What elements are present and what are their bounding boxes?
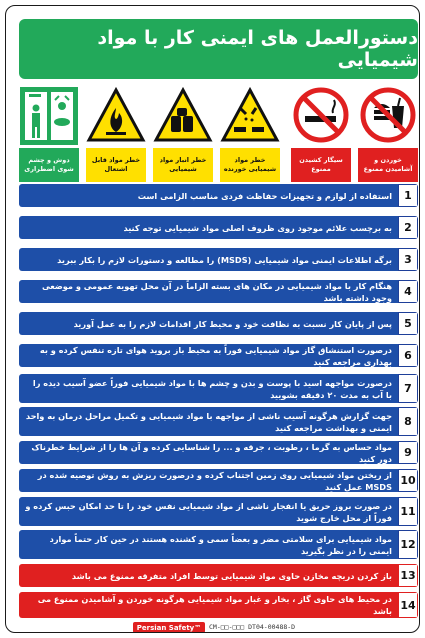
brand-label: Persian Safety™ [133, 622, 205, 633]
rule-row [19, 216, 418, 239]
chemical-storage-hazard-icon [153, 86, 213, 146]
emergency-shower-eyewash-icon [19, 86, 79, 146]
rule-row [19, 441, 418, 464]
rule-number: 9 [398, 441, 418, 464]
rule-row [19, 374, 418, 403]
rule-number: 5 [398, 312, 418, 335]
rule-number: 4 [398, 280, 418, 303]
flammable-hazard-icon [86, 86, 146, 146]
sign-no-smoking [291, 86, 351, 182]
sign-caption: خطر مواد قابل اشتعال [86, 148, 146, 182]
rule-text: درصورت استنشاق گاز مواد شیمیایی فوراً به محیط باز بروید هوای تازه تنفس کرده و به بهداری مراجعه کنید [19, 344, 398, 367]
rule-text: باز کردن دریچه مخازن حاوی مواد شیمیایی توسط افراد متفرقه ممنوع می باشد [19, 564, 398, 587]
rule-text: درصورت مواجهه اسید با پوست و بدن و چشم ها با مواد شیمیایی فوراً عضو آسیب دیده را با آب به مدت ۲۰ دقیقه بشویید [19, 374, 398, 403]
rule-number: 3 [398, 248, 418, 271]
rule-number: 7 [398, 374, 418, 403]
sign-corrosive [220, 86, 280, 182]
sign-caption: خطر انبار مواد شیمیایی [153, 148, 213, 182]
corrosive-hazard-icon [220, 86, 280, 146]
rule-text: در محیط های حاوی گاز ، بخار و غبار مواد شیمیایی هرگونه خوردن و آشامیدن ممنوع می باشد [19, 592, 398, 618]
rule-row [19, 407, 418, 436]
sign-emergency-shower [19, 86, 79, 182]
rule-text: جهت گزارش هرگونه آسیب ناشی از مواجهه با مواد شیمیایی و تکمیل مراحل درمان به واحد ایمنی و بهداشت مراجعه کنید [19, 407, 398, 436]
rule-row-prohibition [19, 592, 418, 618]
rule-row [19, 469, 418, 492]
rule-text: استفاده از لوازم و تجهیزات حفاظت فردی مناسب الزامی است [19, 184, 398, 207]
rule-row [19, 184, 418, 207]
rule-number: 11 [398, 497, 418, 526]
sign-no-eating-drinking [358, 86, 418, 182]
rule-text: مواد حساس به گرما ، رطوبت ، جرقه و ... را شناسایی کرده و آن ها را از شرایط خطرناک دور کنید [19, 441, 398, 464]
rule-text: برگه اطلاعات ایمنی مواد شیمیایی (MSDS) را مطالعه و دستورات لازم را بکار ببرید [19, 248, 398, 271]
rule-text: از ریختن مواد شیمیایی روی زمین اجتناب کرده و درصورت ریزش به روش توصیه شده در MSDS عمل کنید [19, 469, 398, 492]
sign-caption: خوردن و آشامیدن ممنوع [358, 148, 418, 182]
rule-row [19, 344, 418, 367]
rule-row [19, 530, 418, 559]
rule-text: به برچسب علائم موجود روی ظروف اصلی مواد شیمیایی توجه کنید [19, 216, 398, 239]
rule-text: در صورت بروز حریق یا انفجار ناشی از مواد شیمیایی نفس خود را تا حد امکان حبس کرده و فوراً از محل خارج شوید [19, 497, 398, 526]
rule-text: پس از پایان کار نسبت به نظافت خود و محیط کار اقدامات لازم را به عمل آورید [19, 312, 398, 335]
sign-caption: خطر مواد شیمیایی خورنده [220, 148, 280, 182]
rule-text: هنگام کار با مواد شیمیایی در مکان های بسته الزاماً در آن محل تهویه عمومی و موضعی وجود داشته باشد [19, 280, 398, 303]
rule-row [19, 497, 418, 526]
rule-number: 6 [398, 344, 418, 367]
safety-poster [5, 5, 420, 633]
product-code: CM-□□-□□□ DT04-00488-D [209, 623, 296, 631]
poster-footer [19, 622, 418, 633]
no-eating-drinking-icon [358, 86, 418, 146]
rule-number: 10 [398, 469, 418, 492]
rule-number: 1 [398, 184, 418, 207]
rule-number: 14 [398, 592, 418, 618]
sign-chemical-storage [153, 86, 213, 182]
rule-text: مواد شیمیایی برای سلامتی مضر و بعضاً سمی و کشنده هستند در حین کار حتماً موارد ایمنی را در نظر بگیرید [19, 530, 398, 559]
rule-number: 8 [398, 407, 418, 436]
rule-number: 12 [398, 530, 418, 559]
safety-signs-row [19, 86, 418, 182]
rule-row [19, 248, 418, 271]
rule-row [19, 280, 418, 303]
rule-number: 2 [398, 216, 418, 239]
rule-row [19, 312, 418, 335]
poster-title: دستورالعمل های ایمنی کار با مواد شیمیایی [19, 19, 418, 79]
rule-row-prohibition [19, 564, 418, 587]
no-smoking-icon [291, 86, 351, 146]
rule-number: 13 [398, 564, 418, 587]
sign-caption: دوش و چشم شوی اضطراری [19, 148, 79, 182]
sign-caption: سیگار کشیدن ممنوع [291, 148, 351, 182]
sign-flammable [86, 86, 146, 182]
